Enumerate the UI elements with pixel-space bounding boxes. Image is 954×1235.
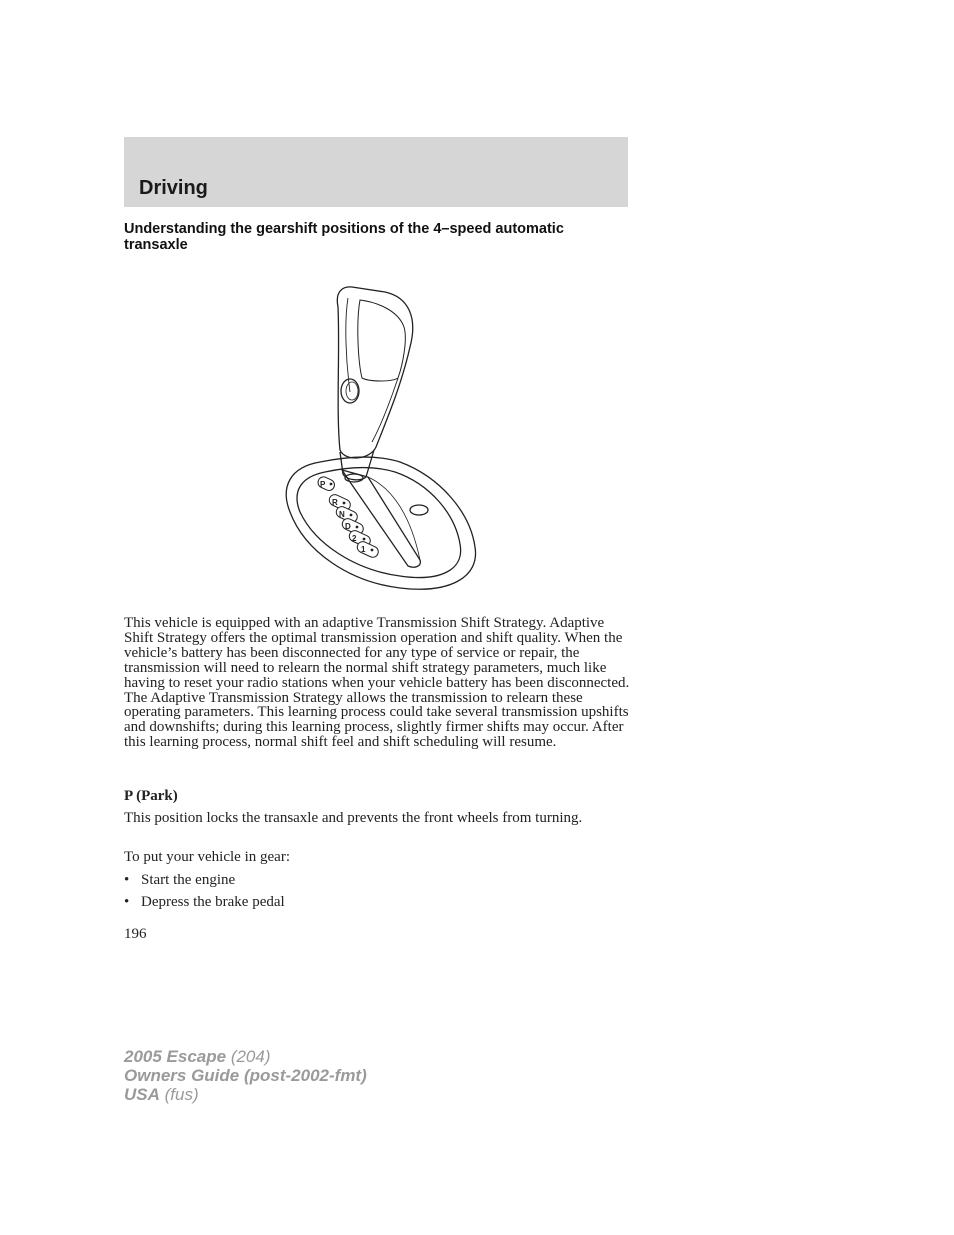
footer-market: USA xyxy=(124,1085,160,1104)
footer-guide: Owners Guide (post-2002-fmt) xyxy=(124,1066,367,1085)
gearshift-illustration xyxy=(280,282,480,592)
list-item-text: Depress the brake pedal xyxy=(141,894,285,910)
svg-text:N: N xyxy=(339,510,345,519)
page-heading: Understanding the gearshift positions of the 4–speed automatic transaxle xyxy=(124,221,564,253)
document-footer xyxy=(124,1047,367,1104)
bullet-glyph: • xyxy=(124,894,130,910)
section-header-bar xyxy=(124,137,628,207)
footer-market-code: (fus) xyxy=(159,1085,199,1104)
svg-text:D: D xyxy=(345,522,351,531)
list-item xyxy=(124,894,285,911)
svg-text:R: R xyxy=(332,498,338,507)
footer-model-code: (204) xyxy=(226,1047,271,1066)
svg-text:2: 2 xyxy=(352,534,357,543)
list-item xyxy=(124,872,235,889)
list-item-text: Start the engine xyxy=(141,872,236,888)
subheading-park: P (Park) xyxy=(124,788,178,804)
bullet-glyph: • xyxy=(124,872,130,888)
paragraph-park-description: This position locks the transaxle and prevents the front wheels from turning. xyxy=(124,810,583,826)
section-title: Driving xyxy=(139,177,208,199)
paragraph-put-in-gear: To put your vehicle in gear: xyxy=(124,849,290,865)
svg-text:P: P xyxy=(320,480,326,489)
paragraph-adaptive-shift: This vehicle is equipped with an adaptive Transmission Shift Strategy. Adaptive Shift Strategy offers the optimal transmission operation and shift quality. When the vehicle’s battery has been disconnected for any type of service or repair, the transmission will need to relearn the normal shift strategy parameters, much like having to reset your radio stations when your vehicle battery has been disconnected. The Adaptive Transmission Strategy allows the transmission to relearn these operating parameters. This learning process could take several transmission upshifts and downshifts; during this learning process, slightly firmer shifts may occur. After this learning process, normal shift feel and shift scheduling will resume. xyxy=(124,615,630,751)
svg-text:1: 1 xyxy=(361,545,366,554)
footer-model: 2005 Escape xyxy=(124,1047,227,1066)
page-number: 196 xyxy=(124,926,147,942)
gear-position-p xyxy=(316,475,336,492)
